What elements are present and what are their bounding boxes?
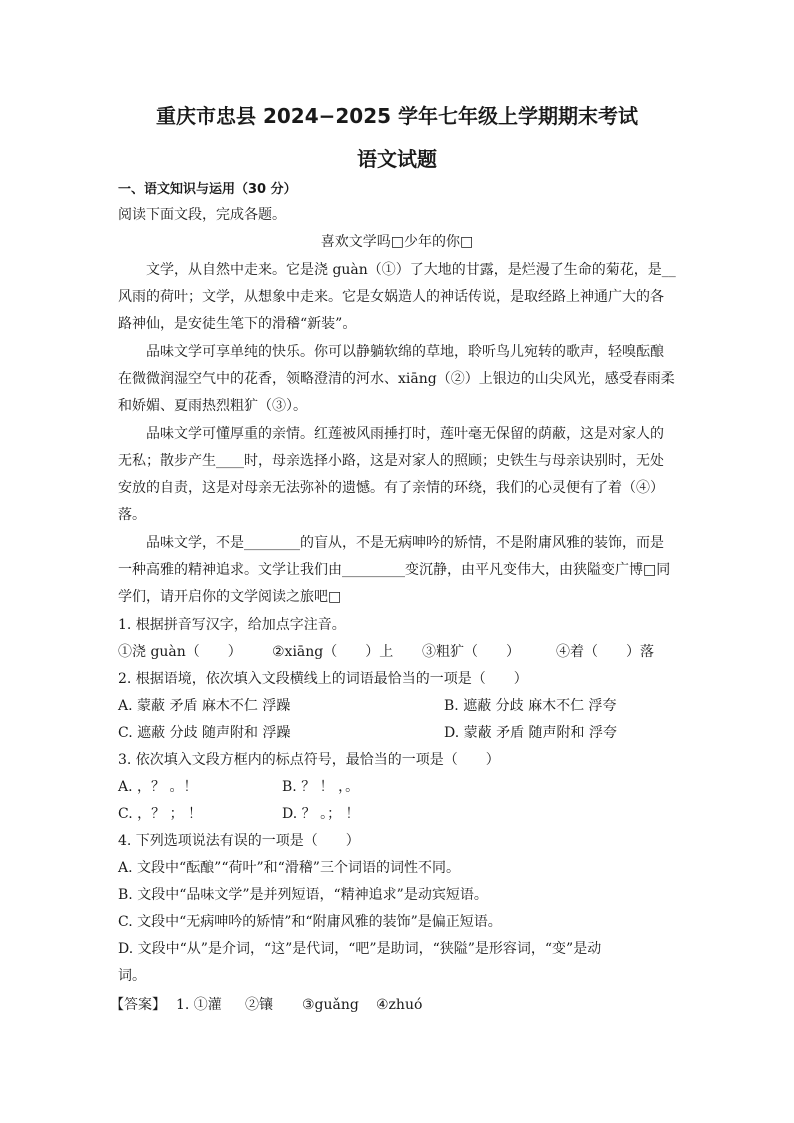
passage-line: 一种高雅的精神追求。文学让我们由_________变沉静，由平凡变伟大，由狭隘变广博□同 — [118, 562, 671, 578]
passage-line: 落。 — [118, 507, 146, 523]
passage-line: 学们，请开启你的文学阅读之旅吧□ — [118, 589, 342, 605]
answer-item: ④zhuó — [376, 997, 423, 1013]
passage-line: 品味文学可懂厚重的亲情。红莲被风雨捶打时，莲叶毫无保留的荫蔽，这是对家人的 — [146, 426, 664, 442]
answer-item: ③guǎng — [302, 997, 359, 1013]
question-4-stem: 4. 下列选项说法有误的一项是（ ） — [118, 833, 360, 849]
exam-subtitle: 语文试题 — [357, 147, 437, 171]
answer-label: 【答案】 — [110, 997, 166, 1013]
q4-option-d: D. 文段中“从”是介词，“这”是代词，“吧”是助词，“狭隘”是形容词，“变”是动 — [118, 941, 602, 957]
passage-line: 和娇媚、夏雨热烈粗犷（③）。 — [118, 398, 307, 414]
passage-line: 在微微润湿空气中的花香，领略澄清的河水、xiāng（②）上银边的山尖风光，感受春雨柔 — [118, 371, 675, 387]
q1-item: ③粗犷（ ） — [422, 644, 520, 660]
q1-item: ②xiāng（ ）上 — [272, 644, 394, 660]
answer-item: ②镶 — [245, 997, 273, 1013]
q2-option-a: A. 蒙蔽 矛盾 麻木不仁 浮躁 — [118, 698, 291, 714]
instruction: 阅读下面文段，完成各题。 — [118, 207, 286, 223]
passage-line: 路神仙，是安徒生笔下的滑稽“新装”。 — [118, 316, 357, 332]
q4-option-a: A. 文段中“酝酿”“荷叶”和“滑稽”三个词语的词性不同。 — [118, 860, 460, 876]
q2-option-d: D. 蒙蔽 矛盾 随声附和 浮夸 — [444, 725, 617, 741]
q4-option-c: C. 文段中“无病呻吟的矫情”和“附庸风雅的装饰”是偏正短语。 — [118, 914, 502, 930]
exam-title: 重庆市忠县 2024−2025 学年七年级上学期期末考试 — [155, 104, 638, 128]
q4-option-b: B. 文段中“品味文学”是并列短语，“精神追求”是动宾短语。 — [118, 887, 488, 903]
question-3-stem: 3. 依次填入文段方框内的标点符号，最恰当的一项是（ ） — [118, 752, 500, 768]
q1-item: ①浇 guàn（ ） — [118, 644, 242, 660]
q3-option-b: B. ？ ！ ，。 — [282, 779, 360, 795]
question-1-stem: 1. 根据拼音写汉字，给加点字注音。 — [118, 617, 346, 633]
passage-title: 喜欢文学吗□少年的你□ — [320, 234, 474, 250]
q4-option-d-cont: 词。 — [118, 968, 146, 984]
q3-option-c: C. ，？ ； ！ — [118, 806, 203, 822]
q3-option-a: A. ，？ 。！ — [118, 779, 198, 795]
passage-line: 无私；散步产生____时，母亲选择小路，这是对家人的照顾；史铁生与母亲诀别时，无处 — [118, 453, 664, 469]
q2-option-c: C. 遮蔽 分歧 随声附和 浮躁 — [118, 725, 291, 741]
q2-option-b: B. 遮蔽 分歧 麻木不仁 浮夸 — [444, 698, 617, 714]
passage-line: 品味文学，不是________的盲从，不是无病呻吟的矫情，不是附庸风雅的装饰，而是 — [146, 535, 664, 551]
section-heading: 一、语文知识与运用（30 分） — [118, 182, 297, 197]
passage-line: 风雨的荷叶；文学，从想象中走来。它是女娲造人的神话传说，是取经路上神通广大的各 — [118, 289, 664, 305]
passage-line: 文学，从自然中走来。它是浇 guàn（①）了大地的甘露，是烂漫了生命的菊花，是__ — [146, 262, 676, 278]
q1-item: ④着（ ）落 — [556, 644, 654, 660]
passage-line: 品味文学可享单纯的快乐。你可以静躺软绵的草地，聆听鸟儿宛转的歌声，轻嗅酝酿 — [146, 344, 664, 360]
answer-item: 1. ①灌 — [176, 997, 222, 1013]
passage-line: 安放的自责，这是对母亲无法弥补的遗憾。有了亲情的环绕，我们的心灵便有了着（④） — [118, 480, 664, 496]
q3-option-d: D. ？ 。； ！ — [282, 806, 360, 822]
question-2-stem: 2. 根据语境，依次填入文段横线上的词语最恰当的一项是（ ） — [118, 671, 528, 687]
